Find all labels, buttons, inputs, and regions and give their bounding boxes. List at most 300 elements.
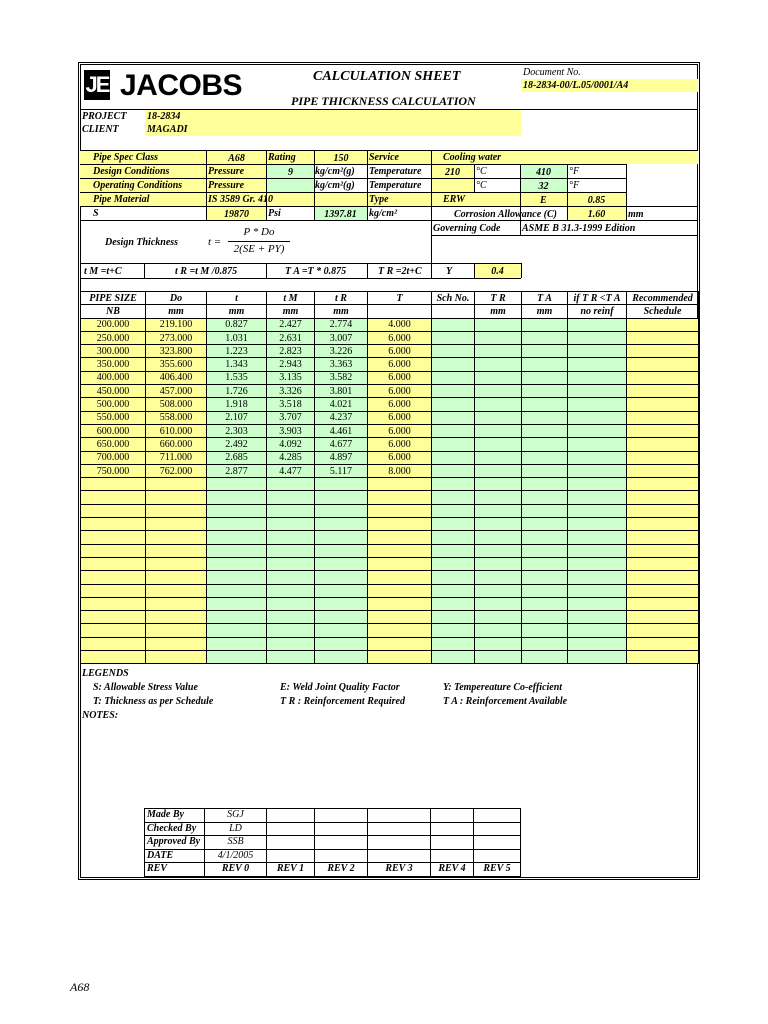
pipe-table xyxy=(80,291,699,664)
table-row xyxy=(81,544,699,557)
rev-empty-cell xyxy=(474,822,521,836)
table-row xyxy=(81,557,699,570)
table-cell: 300.000 xyxy=(81,345,146,358)
design-pressure-unit: kg/cm²(g) xyxy=(315,166,355,177)
table-cell xyxy=(207,597,267,610)
deg-f-unit: °F xyxy=(569,166,580,177)
divider xyxy=(266,151,267,220)
table-cell xyxy=(368,518,432,531)
column-header: PIPE SIZE xyxy=(81,292,146,305)
rev-empty-cell xyxy=(431,809,474,823)
rev-empty-cell xyxy=(431,822,474,836)
table-cell xyxy=(432,385,475,398)
table-cell: 6.000 xyxy=(368,424,432,437)
table-cell xyxy=(146,557,207,570)
table-cell xyxy=(267,491,315,504)
divider xyxy=(474,164,475,193)
table-cell xyxy=(522,571,568,584)
table-cell: 0.827 xyxy=(207,318,267,331)
column-header: Do xyxy=(146,292,207,305)
rev-empty-cell xyxy=(431,849,474,863)
rev-empty-cell xyxy=(267,836,315,850)
column-header: t R xyxy=(315,292,368,305)
table-cell xyxy=(627,504,699,517)
table-cell xyxy=(81,544,146,557)
table-cell xyxy=(146,518,207,531)
table-cell xyxy=(315,584,368,597)
table-cell xyxy=(568,504,627,517)
rev-empty-cell xyxy=(368,849,431,863)
column-unit: Schedule xyxy=(627,305,699,318)
rev-empty-cell xyxy=(368,836,431,850)
table-cell xyxy=(522,584,568,597)
table-cell xyxy=(522,531,568,544)
table-cell xyxy=(146,651,207,664)
table-cell: 1.535 xyxy=(207,371,267,384)
table-cell xyxy=(146,611,207,624)
table-cell xyxy=(315,557,368,570)
table-row xyxy=(81,451,699,464)
column-unit: NB xyxy=(81,305,146,318)
table-cell: 400.000 xyxy=(81,371,146,384)
table-cell xyxy=(267,478,315,491)
legends-title: LEGENDS xyxy=(82,668,129,679)
table-cell xyxy=(315,544,368,557)
rev-5: REV 5 xyxy=(474,863,521,877)
table-cell xyxy=(368,651,432,664)
table-cell xyxy=(81,531,146,544)
table-cell xyxy=(522,331,568,344)
table-cell xyxy=(522,398,568,411)
table-cell xyxy=(568,531,627,544)
table-cell: 4.677 xyxy=(315,438,368,451)
table-cell xyxy=(432,358,475,371)
table-cell: 3.801 xyxy=(315,385,368,398)
column-unit: mm xyxy=(315,305,368,318)
table-cell: 3.582 xyxy=(315,371,368,384)
table-cell xyxy=(368,584,432,597)
table-cell: 750.000 xyxy=(81,464,146,477)
table-cell xyxy=(475,518,522,531)
table-cell xyxy=(475,597,522,610)
table-cell xyxy=(368,624,432,637)
type-value: ERW xyxy=(443,194,466,205)
approved-by-label: Approved By xyxy=(145,836,205,850)
pipe-spec-label: Pipe Spec Class xyxy=(93,152,158,163)
ca-unit: mm xyxy=(628,209,644,220)
table-cell xyxy=(368,531,432,544)
table-cell xyxy=(522,611,568,624)
table-row xyxy=(81,478,699,491)
legend-tr: T R : Reinforcement Required xyxy=(280,696,405,707)
table-cell xyxy=(627,464,699,477)
table-cell xyxy=(146,637,207,650)
table-cell xyxy=(475,451,522,464)
divider xyxy=(367,151,368,220)
table-cell: 450.000 xyxy=(81,385,146,398)
table-row xyxy=(81,464,699,477)
table-cell: 3.903 xyxy=(267,424,315,437)
table-cell xyxy=(522,318,568,331)
table-cell xyxy=(207,651,267,664)
table-cell: 6.000 xyxy=(368,385,432,398)
table-cell: 762.000 xyxy=(146,464,207,477)
table-cell: 6.000 xyxy=(368,438,432,451)
table-cell xyxy=(475,318,522,331)
table-cell: 3.707 xyxy=(267,411,315,424)
table-cell xyxy=(207,491,267,504)
table-cell xyxy=(315,651,368,664)
tr2-formula: T R =2t+C xyxy=(378,266,422,277)
s-psi-value: 19870 xyxy=(224,209,249,220)
table-cell: 508.000 xyxy=(146,398,207,411)
table-cell xyxy=(475,385,522,398)
rating-value: 150 xyxy=(333,153,349,164)
table-row xyxy=(81,318,699,331)
design-temp-f: 410 xyxy=(536,167,551,178)
table-cell xyxy=(207,611,267,624)
table-cell xyxy=(432,597,475,610)
pipe-spec-value: A68 xyxy=(228,153,245,164)
table-cell xyxy=(267,624,315,637)
rev-3: REV 3 xyxy=(368,863,431,877)
table-cell xyxy=(81,624,146,637)
service-value: Cooling water xyxy=(443,152,502,163)
table-cell xyxy=(627,491,699,504)
column-unit: mm xyxy=(475,305,522,318)
table-cell xyxy=(432,398,475,411)
table-cell xyxy=(522,438,568,451)
jacobs-logo-text: JACOBS xyxy=(120,69,243,102)
y-label: Y xyxy=(446,266,453,277)
operating-conditions-label: Operating Conditions xyxy=(93,180,183,191)
rev-empty-cell xyxy=(474,849,521,863)
table-cell xyxy=(627,358,699,371)
legend-e: E: Weld Joint Quality Factor xyxy=(280,682,400,693)
table-cell: 1.343 xyxy=(207,358,267,371)
table-row xyxy=(81,611,699,624)
table-cell xyxy=(432,371,475,384)
table-row xyxy=(81,385,699,398)
op-pressure-unit: kg/cm²(g) xyxy=(315,180,355,191)
table-cell xyxy=(432,504,475,517)
rating-label: Rating xyxy=(268,152,296,163)
table-cell: 610.000 xyxy=(146,424,207,437)
table-cell xyxy=(475,651,522,664)
divider xyxy=(266,263,267,278)
table-row xyxy=(81,637,699,650)
table-cell xyxy=(432,557,475,570)
table-row xyxy=(81,411,699,424)
type-label: Type xyxy=(369,194,389,205)
table-cell xyxy=(522,491,568,504)
table-cell xyxy=(568,478,627,491)
table-cell xyxy=(475,624,522,637)
table-cell xyxy=(522,518,568,531)
table-cell xyxy=(207,504,267,517)
table-cell xyxy=(432,611,475,624)
table-cell: 6.000 xyxy=(368,371,432,384)
rev-4: REV 4 xyxy=(431,863,474,877)
column-unit xyxy=(432,305,475,318)
table-cell xyxy=(432,318,475,331)
table-cell: 650.000 xyxy=(81,438,146,451)
revision-table xyxy=(144,808,521,877)
rev-1: REV 1 xyxy=(267,863,315,877)
table-cell xyxy=(475,637,522,650)
table-cell xyxy=(267,518,315,531)
y-value: 0.4 xyxy=(491,266,504,277)
table-cell xyxy=(146,504,207,517)
table-cell xyxy=(207,637,267,650)
table-cell: 711.000 xyxy=(146,451,207,464)
table-cell xyxy=(627,584,699,597)
psi-unit: Psi xyxy=(268,208,281,219)
table-cell xyxy=(568,385,627,398)
table-cell xyxy=(568,411,627,424)
table-cell xyxy=(432,531,475,544)
table-row xyxy=(81,371,699,384)
table-cell xyxy=(568,345,627,358)
project-cells xyxy=(145,110,521,136)
table-cell xyxy=(522,451,568,464)
table-cell xyxy=(475,531,522,544)
ca-value: 1.60 xyxy=(587,209,606,220)
s-label: S xyxy=(93,208,99,219)
table-cell xyxy=(522,557,568,570)
project-label: PROJECT xyxy=(82,111,127,122)
table-cell xyxy=(627,385,699,398)
table-cell xyxy=(627,438,699,451)
table-cell xyxy=(522,624,568,637)
table-cell: 1.223 xyxy=(207,345,267,358)
table-cell: 4.897 xyxy=(315,451,368,464)
table-cell xyxy=(475,345,522,358)
table-cell xyxy=(475,371,522,384)
op-pressure-label: Pressure xyxy=(208,180,245,191)
table-cell xyxy=(267,544,315,557)
table-row xyxy=(81,398,699,411)
divider xyxy=(431,235,698,236)
table-cell xyxy=(81,518,146,531)
checked-by-label: Checked By xyxy=(145,822,205,836)
op-deg-f-unit: °F xyxy=(569,180,580,191)
table-cell xyxy=(568,371,627,384)
table-cell xyxy=(146,584,207,597)
formula-lhs: t = xyxy=(208,236,222,248)
table-cell xyxy=(568,597,627,610)
table-row xyxy=(81,531,699,544)
table-row xyxy=(81,491,699,504)
table-cell xyxy=(267,651,315,664)
table-cell xyxy=(432,544,475,557)
table-cell xyxy=(368,637,432,650)
client-value: MAGADI xyxy=(147,124,188,135)
table-cell xyxy=(368,544,432,557)
table-cell xyxy=(267,584,315,597)
table-cell: 6.000 xyxy=(368,398,432,411)
table-cell xyxy=(81,478,146,491)
design-conditions-label: Design Conditions xyxy=(93,166,170,177)
table-cell xyxy=(627,411,699,424)
table-cell xyxy=(568,464,627,477)
table-cell xyxy=(568,451,627,464)
pipe-material-value: IS 3589 Gr. 410 xyxy=(208,194,274,205)
tm-formula: t M =t+C xyxy=(84,266,122,277)
table-cell xyxy=(522,358,568,371)
table-cell xyxy=(522,424,568,437)
ta-formula: T A =T * 0.875 xyxy=(285,266,347,277)
table-row xyxy=(81,424,699,437)
table-cell xyxy=(568,318,627,331)
sheet-subtitle: PIPE THICKNESS CALCULATION xyxy=(291,94,476,108)
column-header: Recommended xyxy=(627,292,699,305)
table-cell: 406.400 xyxy=(146,371,207,384)
table-cell: 250.000 xyxy=(81,331,146,344)
rev-empty-cell xyxy=(315,809,368,823)
rev-empty-cell xyxy=(474,809,521,823)
divider xyxy=(367,263,368,278)
table-cell xyxy=(207,624,267,637)
table-cell xyxy=(81,584,146,597)
table-cell xyxy=(207,531,267,544)
table-cell xyxy=(522,597,568,610)
table-row xyxy=(81,438,699,451)
deg-c-unit: °C xyxy=(476,166,487,177)
table-cell xyxy=(207,478,267,491)
table-cell xyxy=(568,637,627,650)
table-cell xyxy=(475,557,522,570)
rev-label: REV xyxy=(145,863,205,877)
table-cell xyxy=(81,557,146,570)
table-cell xyxy=(81,597,146,610)
table-cell xyxy=(627,318,699,331)
table-cell xyxy=(432,518,475,531)
table-cell xyxy=(627,544,699,557)
table-cell xyxy=(432,651,475,664)
jacobs-logo-mark: JE xyxy=(84,70,110,100)
column-unit: no reinf xyxy=(568,305,627,318)
table-cell xyxy=(146,491,207,504)
pipe-material-label: Pipe Material xyxy=(93,194,150,205)
table-cell xyxy=(627,624,699,637)
table-cell: 6.000 xyxy=(368,331,432,344)
tr-formula: t R =t M /0.875 xyxy=(175,266,238,277)
table-cell xyxy=(146,624,207,637)
table-cell xyxy=(432,424,475,437)
table-cell xyxy=(432,624,475,637)
table-cell: 600.000 xyxy=(81,424,146,437)
table-cell xyxy=(627,531,699,544)
table-cell xyxy=(475,464,522,477)
table-cell xyxy=(522,504,568,517)
table-cell xyxy=(432,345,475,358)
sheet-title: CALCULATION SHEET xyxy=(313,69,461,84)
table-cell xyxy=(368,478,432,491)
table-cell: 1.726 xyxy=(207,385,267,398)
table-cell xyxy=(267,531,315,544)
table-cell xyxy=(627,597,699,610)
table-cell xyxy=(368,571,432,584)
table-cell xyxy=(81,637,146,650)
governing-code-value: ASME B 31.3-1999 Edition xyxy=(522,223,636,234)
column-header: if T R <T A xyxy=(568,292,627,305)
date-label: DATE xyxy=(145,849,205,863)
table-cell xyxy=(568,424,627,437)
service-label: Service xyxy=(369,152,399,163)
table-cell xyxy=(568,557,627,570)
table-cell: 8.000 xyxy=(368,464,432,477)
table-cell xyxy=(81,611,146,624)
ca-label: Corrosion Allowance (C) xyxy=(454,209,557,220)
table-cell xyxy=(267,637,315,650)
table-cell xyxy=(522,371,568,384)
table-cell xyxy=(207,584,267,597)
table-cell: 3.326 xyxy=(267,385,315,398)
table-cell: 700.000 xyxy=(81,451,146,464)
column-header: T A xyxy=(522,292,568,305)
e-value: 0.85 xyxy=(587,195,606,206)
op-temp-f: 32 xyxy=(538,181,549,192)
table-cell xyxy=(627,651,699,664)
legend-s: S: Allowable Stress Value xyxy=(93,682,198,693)
table-cell: 550.000 xyxy=(81,411,146,424)
table-row xyxy=(81,358,699,371)
design-temp-c: 210 xyxy=(445,167,460,178)
table-cell xyxy=(315,518,368,531)
table-cell xyxy=(315,478,368,491)
notes-label: NOTES: xyxy=(82,710,119,721)
table-cell xyxy=(522,544,568,557)
table-cell: 4.477 xyxy=(267,464,315,477)
op-deg-c-unit: °C xyxy=(476,180,487,191)
table-cell xyxy=(432,331,475,344)
table-cell xyxy=(475,611,522,624)
table-cell xyxy=(475,424,522,437)
table-cell: 5.117 xyxy=(315,464,368,477)
table-cell: 350.000 xyxy=(81,358,146,371)
rev-empty-cell xyxy=(267,809,315,823)
table-cell: 4.092 xyxy=(267,438,315,451)
column-unit: mm xyxy=(522,305,568,318)
divider xyxy=(144,263,145,278)
rev-empty-cell xyxy=(368,809,431,823)
table-cell xyxy=(627,637,699,650)
table-cell: 2.685 xyxy=(207,451,267,464)
table-cell: 4.000 xyxy=(368,318,432,331)
divider xyxy=(80,263,521,264)
table-cell xyxy=(368,611,432,624)
table-cell xyxy=(432,584,475,597)
client-label: CLIENT xyxy=(82,124,119,135)
table-cell: 1.918 xyxy=(207,398,267,411)
table-cell xyxy=(315,531,368,544)
column-header: T xyxy=(368,292,432,305)
rev-empty-cell xyxy=(431,836,474,850)
table-cell xyxy=(432,438,475,451)
table-cell xyxy=(315,491,368,504)
table-cell xyxy=(568,398,627,411)
table-cell xyxy=(568,331,627,344)
table-cell: 660.000 xyxy=(146,438,207,451)
table-cell xyxy=(315,637,368,650)
table-cell: 2.107 xyxy=(207,411,267,424)
table-cell: 3.007 xyxy=(315,331,368,344)
formula-bar xyxy=(228,241,290,242)
column-header: t M xyxy=(267,292,315,305)
rev-empty-cell xyxy=(315,822,368,836)
table-cell xyxy=(522,385,568,398)
